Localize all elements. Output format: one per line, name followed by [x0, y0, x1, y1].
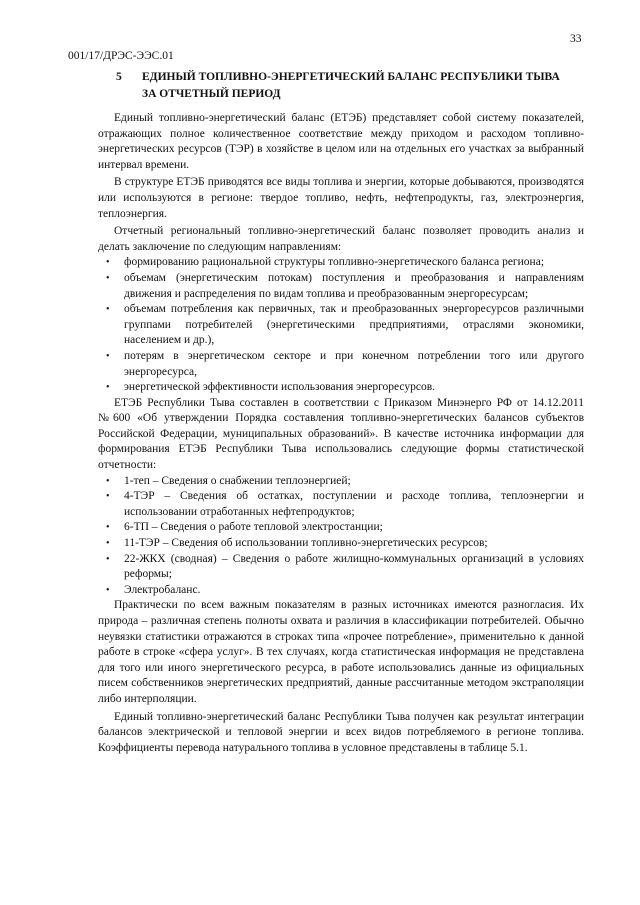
- list-item: • энергетической эффективности использования энергоресурсов.: [98, 380, 584, 396]
- bullet-icon: •: [106, 272, 110, 284]
- list-item: • 4-ТЭР – Сведения об остатках, поступлении и расходе топлива, теплоэнергии и использовании отработанных нефтепродуктов;: [106, 490, 584, 518]
- bullet-icon: •: [106, 382, 110, 394]
- list-item: • 6-ТП – Сведения о работе тепловой электростанции;: [98, 520, 584, 536]
- analysis-directions-list: [98, 255, 584, 395]
- bullet-icon: •: [106, 475, 110, 487]
- document-body: [98, 111, 584, 756]
- paragraph-etbe-definition: Единый топливно-энергетический баланс (ЕТЭБ) представляет собой систему показателей, отражающих полное количественное соответствие между приходом и расходом топливно-энергетических ресурсов (ТЭР) в хозяйстве в целом или на отдельных его участках за выбранный интервал времени.: [98, 112, 584, 171]
- statistical-forms-list: [98, 474, 584, 599]
- list-item: • 11-ТЭР – Сведения об использовании топливно-энергетических ресурсов;: [98, 536, 584, 552]
- list-item: • формированию рациональной структуры топливно-энергетического баланса региона;: [98, 255, 584, 271]
- bullet-icon: •: [106, 538, 110, 550]
- bullet-icon: •: [106, 584, 110, 596]
- section-title-line-2: ЗА ОТЧЕТНЫЙ ПЕРИОД: [142, 88, 281, 100]
- document-code: 001/17/ДРЭС-ЭЭС.01: [68, 50, 174, 62]
- list-item: • 1-теп – Сведения о снабжении теплоэнергией;: [98, 474, 584, 490]
- bullet-icon: •: [106, 304, 110, 316]
- list-item: • 22-ЖКХ (сводная) – Сведения о работе жилищно-коммунальных организаций в условиях реформы;: [106, 552, 584, 581]
- section-number: 5: [116, 71, 122, 83]
- bullet-icon: •: [106, 491, 110, 503]
- page-number: 33: [570, 33, 582, 45]
- bullet-icon: •: [106, 257, 110, 269]
- bullet-icon: •: [106, 350, 110, 362]
- bullet-icon: •: [106, 553, 110, 565]
- paragraph-analysis-intro: Отчетный региональный топливно-энергетический баланс позволяет проводить анализ и делать заключение по следующим направлениям:: [98, 225, 584, 253]
- list-item: • Электробаланс.: [98, 583, 584, 599]
- list-item: • объемам потребления как первичных, так и преобразованных энергоресурсов различными группами потребителей (энергетическими предприятиями, отраслями экономики, населением и др.),: [106, 303, 584, 347]
- section-title-line-1: ЕДИНЫЙ ТОПЛИВНО-ЭНЕРГЕТИЧЕСКИЙ БАЛАНС РЕСПУБЛИКИ ТЫВА: [142, 71, 560, 83]
- paragraph-balance-result: Единый топливно-энергетический баланс Республики Тыва получен как результат интеграции балансов электрической и тепловой энергии и всех видов потребляемого в регионе топлива. Коэффициенты перевода натурального топлива в условное представлены в таблице 5.1.: [98, 710, 584, 754]
- list-item: • объемам (энергетическим потокам) поступления и преобразования и направлениям движения и распределения по видам топлива и преобразованным энергоресурсам;: [106, 271, 584, 300]
- list-item: • потерям в энергетическом секторе и при конечном потреблении того или другого энергоресурса,: [106, 349, 584, 378]
- bullet-icon: •: [106, 522, 110, 534]
- paragraph-etbe-structure: В структуре ЕТЭБ приводятся все виды топлива и энергии, которые добываются, производятся или используются в регионе: твердое топливо, нефть, нефтепродукты, газ, электроэнергия, теплоэнергия.: [98, 176, 584, 220]
- section-heading: [116, 69, 560, 103]
- paragraph-discrepancies: Практически по всем важным показателям в разных источниках имеются разногласия. Их природа – различная степень полноты охвата и различия в классификации потребителей. Обычно неувязки статистики отражаются в строках типа «прочее потребление», применительно к данной работе в строке «сфера услуг». В тех случаях, когда статистическая информация не представлена для того или иного энергетического ресурса, в работе использовались данные из официальных писем собственников энергетических предприятий, данные рассчитанные методом экстраполяции либо интерполяции.: [98, 599, 584, 705]
- paragraph-order-reference: ЕТЭБ Республики Тыва составлен в соответствии с Приказом Минэнерго РФ от 14.12.2011 №600 «Об утверждении Порядка составления топливно-энергетических балансов субъектов Российской Федерации, муниципальных образований». В качестве источника информации для формирования ЕТЭБ Республики Тыва использовались следующие формы статистической отчетности:: [98, 396, 584, 472]
